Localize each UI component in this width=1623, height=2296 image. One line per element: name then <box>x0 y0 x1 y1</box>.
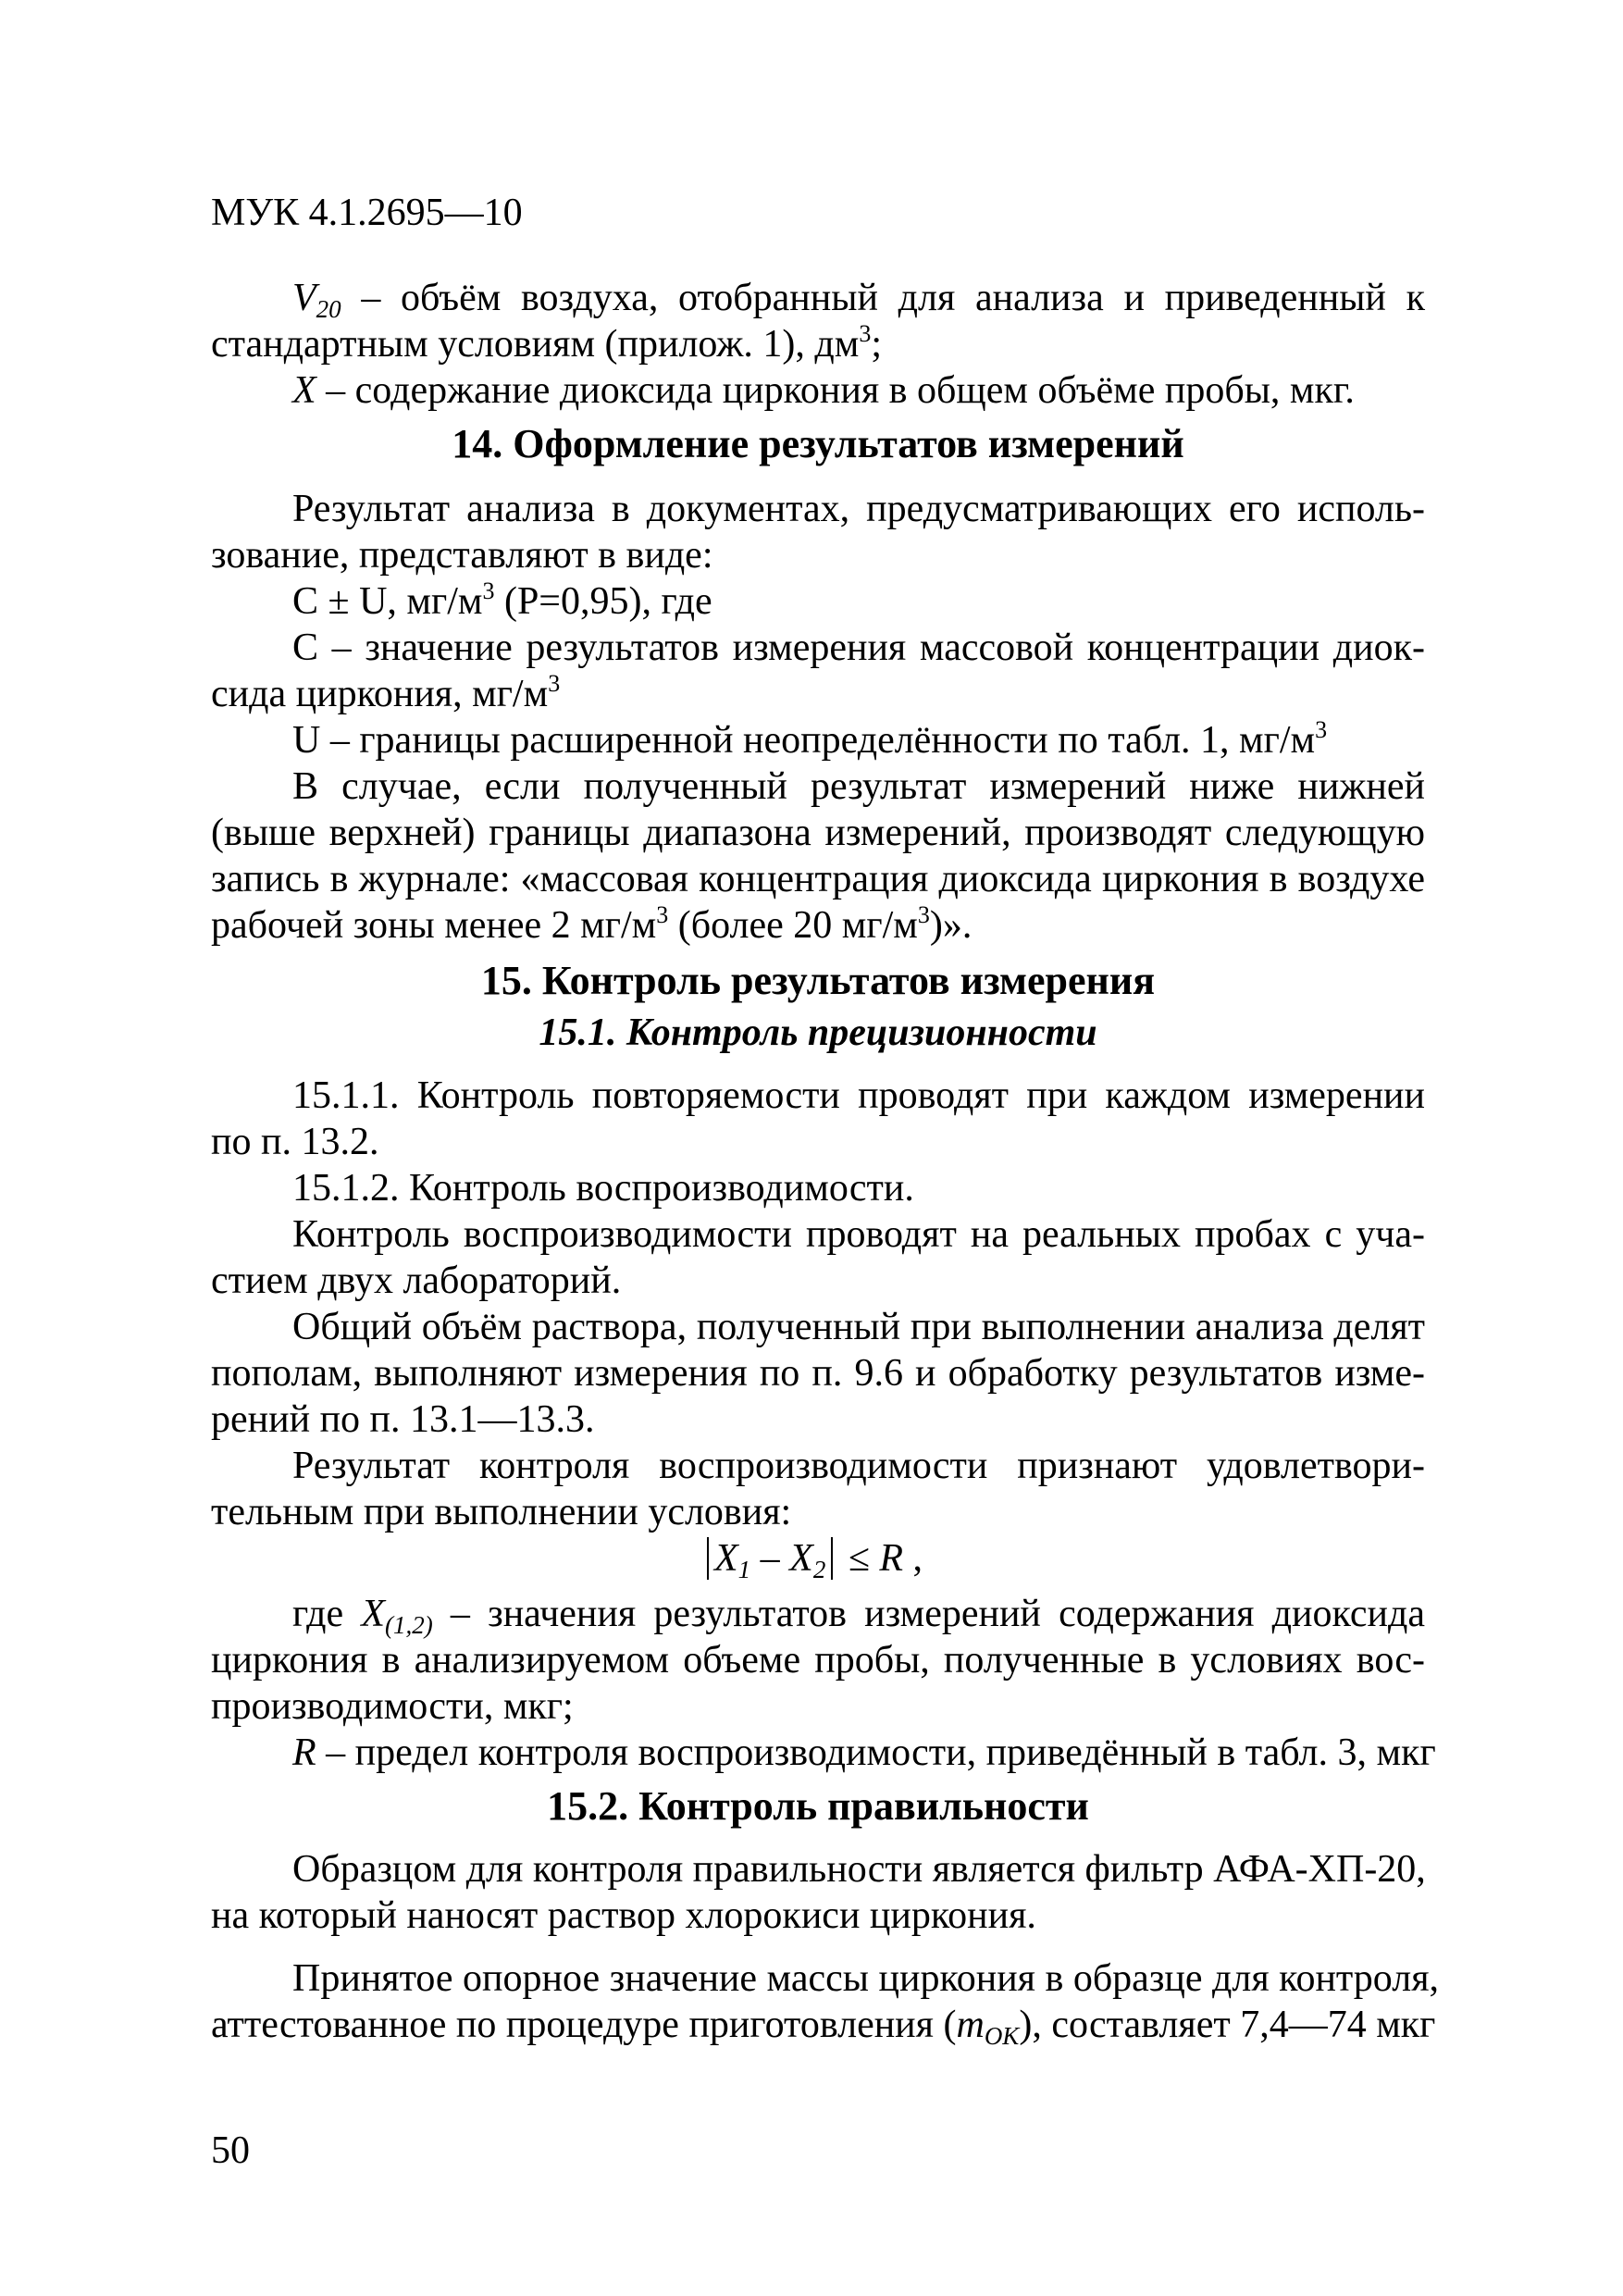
section-15-title: 15. Контроль результатов измерения <box>480 958 1156 1003</box>
result-formula: С ± U, $мг/м^3$ (P=0,95), где <box>292 577 712 623</box>
s14-p1-line1: Результат анализа в документах, предусматривающих его исполь- <box>292 488 1425 530</box>
volume-line1: Общий объём раствора, полученный при выполнении анализа делят <box>292 1306 1425 1348</box>
abs-bar-right <box>831 1537 833 1580</box>
v20-definition-line2: стандартным условиям (прилож. 1), $дм^3$; <box>211 320 882 366</box>
volume-line3: рений по п. 13.1—13.3. <box>211 1398 595 1441</box>
repro-line1: Контроль воспроизводимости проводят на реальных пробах с уча- <box>292 1213 1425 1256</box>
c-definition-line2: сида циркония, $мг/м^3$ <box>211 670 561 715</box>
p1512-line: 15.1.2. Контроль воспроизводимости. <box>292 1167 914 1210</box>
volume-line2: пополам, выполняют измерения по п. 9.6 и обработку результатов изме- <box>211 1352 1425 1395</box>
c-definition-line1: С – значение результатов измерения массовой концентрации диок- <box>292 627 1425 669</box>
where-line1: где $X_{(1,2)}$ – значения результатов измерений содержания диоксида <box>292 1593 1425 1639</box>
result-line1: Результат контроля воспроизводимости признают удовлетвори- <box>292 1445 1425 1487</box>
r-definition: R – предел контроля воспроизводимости, приведённый в табл. 3, мкг <box>292 1731 1436 1774</box>
reference-line2: аттестованное по процедуре приготовления $(m_{OK})$, составляет 7,4—74 мкг <box>211 2004 1436 2050</box>
section-15-1-title: 15.1. Контроль прецизионности <box>539 1011 1097 1054</box>
case-line3: запись в журнале: «массовая концентрация диоксида циркония в воздухе <box>211 858 1425 900</box>
case-line1: В случае, если полученный результат измерений ниже нижней <box>292 765 1425 808</box>
where-line2: циркония в анализируемом объеме пробы, полученные в условиях вос- <box>211 1639 1425 1682</box>
section-15-2-title: 15.2. Контроль правильности <box>547 1783 1089 1829</box>
where-line3: производимости, мкг; <box>211 1685 574 1728</box>
section-14-title: 14. Оформление результатов измерений <box>452 421 1184 466</box>
doc-code-header: МУК 4.1.2695—10 <box>211 192 523 234</box>
case-line2: (выше верхней) границы диапазона измерений, производят следующую <box>211 812 1425 854</box>
reference-line1: Принятое опорное значение массы циркония в образце для контроля, <box>292 1957 1440 2000</box>
reproducibility-formula: $X_1 - X_2 \le R$ , <box>701 1534 923 1582</box>
u-definition: U – границы расширенной неопределённости по табл. 1, $мг/м^3$ <box>292 716 1328 762</box>
abs-bar-left <box>707 1537 709 1580</box>
s14-p1-line2: зование, представляют в виде: <box>211 534 713 577</box>
sample-line1: Образцом для контроля правильности является фильтр АФА-ХП-20, <box>292 1848 1426 1891</box>
p1511-line1: 15.1.1. Контроль повторяемости проводят при каждом измерении <box>292 1074 1425 1117</box>
sample-line2: на который наносят раствор хлорокиси циркония. <box>211 1894 1036 1937</box>
p1511-line2: по п. 13.2. <box>211 1121 379 1163</box>
repro-line2: стием двух лабораторий. <box>211 1260 622 1302</box>
v20-definition-line1: $V_{20}$ – объём воздуха, отобранный для анализа и приведенный к <box>292 277 1425 323</box>
page-number: 50 <box>211 2129 250 2172</box>
result-line2: тельным при выполнении условия: <box>211 1491 792 1533</box>
case-line4: рабочей зоны менее 2 $мг/м^3$ (более 20 $мг/м^3$)». <box>211 901 973 947</box>
x-definition: X – содержание диоксида циркония в общем объёме пробы, мкг. <box>292 369 1355 412</box>
